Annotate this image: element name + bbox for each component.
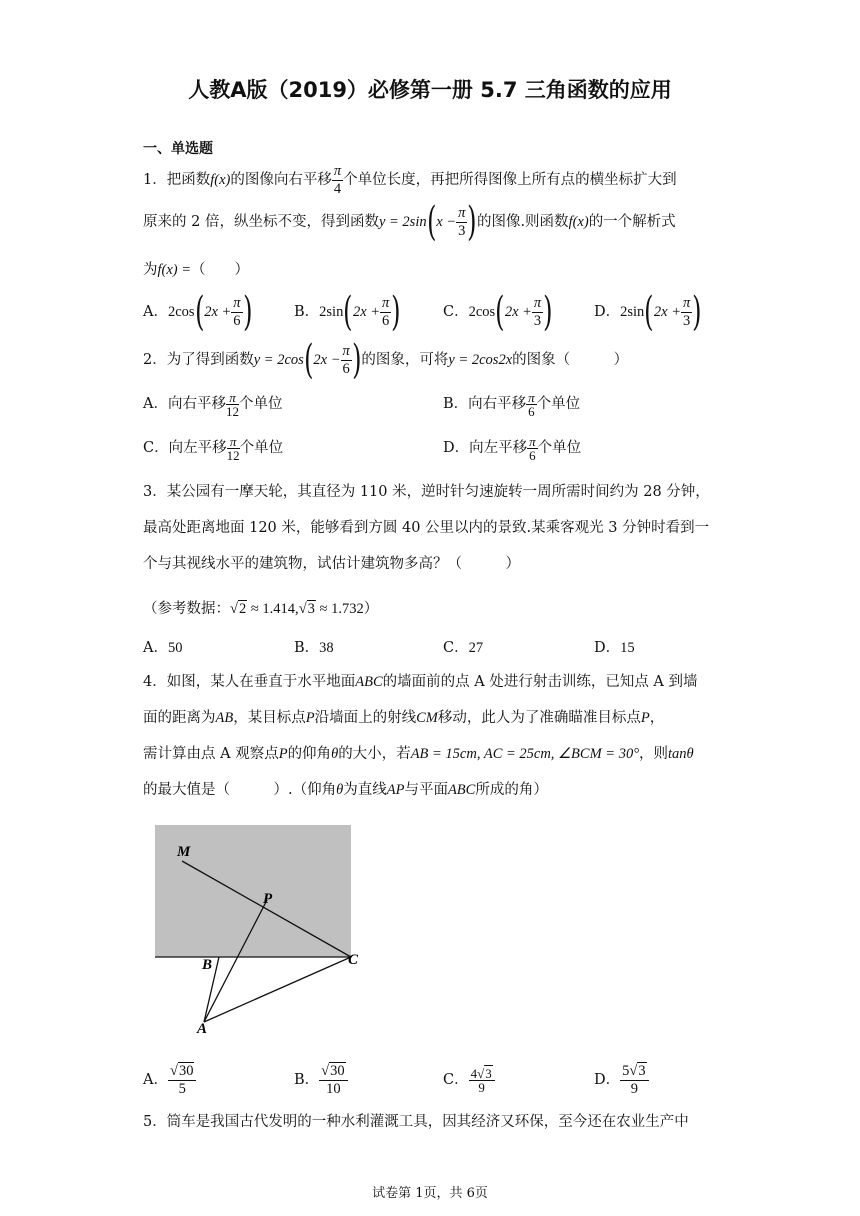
- page-title: 人教A版（2019）必修第一册 5.7 三角函数的应用: [188, 78, 672, 102]
- option-d[interactable]: D．2sin(2x + $\frac{\pi}{3}$ ): [594, 289, 702, 335]
- question-2-line-1: 2．为了得到函数y = 2cos(2x − $\frac{\pi}{6}$ )的图象，可将y = 2cos2x的图象（ ）: [143, 337, 629, 383]
- q2-option-d[interactable]: D．向左平移 $\frac{\pi}{6}$ 个单位: [443, 433, 582, 463]
- question-3-line-2: 最高处距离地面 120 米，能够看到方圆 40 公里以内的景致.某乘客观光 3 分钟时看到一: [143, 520, 710, 536]
- q2-option-b[interactable]: B．向右平移 $\frac{\pi}{6}$ 个单位: [443, 389, 581, 419]
- label-a: A: [197, 1021, 208, 1037]
- question-4-line-3: 需计算由点 A 观察点P的仰角θ的大小，若AB = 15cm, AC = 25cm, ∠BCM = 30°，则tanθ: [143, 746, 694, 762]
- question-5-line-1: 5．筒车是我国古代发明的一种水利灌溉工具，因其经济又环保，至今还在农业生产中: [143, 1114, 689, 1130]
- q3-option-c[interactable]: C．27: [443, 640, 484, 656]
- reference-data: （参考数据：√2 ≈ 1.414,√3 ≈ 1.732）: [143, 601, 379, 617]
- wall-diagram: [140, 815, 380, 1040]
- question-4-line-1: 4．如图，某人在垂直于水平地面ABC的墙面前的点 A 处进行射击训练，已知点 A 到墙: [143, 674, 698, 690]
- segment-ac: [204, 957, 351, 1022]
- question-1-line-3: 为f(x) =（ ）: [143, 262, 250, 278]
- q4-option-d[interactable]: D． $\frac{5√3}{9}$: [594, 1060, 649, 1100]
- question-3-line-3: 个与其视线水平的建筑物，试估计建筑物多高？（ ）: [143, 556, 520, 572]
- q3-option-a[interactable]: A．50: [143, 640, 183, 656]
- fraction: $\frac{\pi}{4}$: [333, 162, 342, 197]
- label-p: P: [263, 891, 273, 907]
- q4-option-a[interactable]: A． $\frac{√30}{5}$: [143, 1060, 196, 1100]
- q3-option-d[interactable]: D．15: [594, 640, 635, 656]
- question-3-line-1: 3．某公园有一摩天轮，其直径为 110 米，逆时针匀速旋转一周所需时间约为 28 分钟，: [143, 484, 710, 500]
- q3-option-b[interactable]: B．38: [294, 640, 334, 656]
- question-number: 1．: [143, 172, 167, 188]
- question-4-line-4: 的最大值是（ ）.（仰角θ为直线AP与平面ABC所成的角）: [143, 782, 548, 798]
- label-c: C: [348, 952, 359, 968]
- label-b: B: [202, 957, 213, 973]
- q4-option-b[interactable]: B． $\frac{√30}{10}$: [294, 1060, 348, 1100]
- page-footer: 试卷第 1页，共 6页: [372, 1186, 488, 1201]
- label-m: M: [177, 844, 191, 860]
- q4-option-c[interactable]: C． $\frac{4√3}{9}$: [443, 1060, 495, 1100]
- section-heading: 一、单选题: [143, 141, 213, 157]
- option-a[interactable]: A．2cos(2x + $\frac{\pi}{6}$ ): [143, 289, 253, 335]
- question-4-line-2: 面的距离为AB，某目标点P沿墙面上的射线CM移动，此人为了准确瞄准目标点P，: [143, 710, 665, 726]
- question-1-line-2: 原来的 2 倍，纵坐标不变，得到函数y = 2sin(x − $\frac{\pi}{3}$ )的图像.则函数f(x)的一个解析式: [143, 199, 676, 245]
- question-1-line-1: 1．把函数f(x)的图像向右平移 $\frac{\pi}{4}$ 个单位长度，再把所得图像上所有点的横坐标扩大到: [143, 162, 677, 197]
- q2-option-a[interactable]: A．向右平移 $\frac{\pi}{12}$ 个单位: [143, 389, 283, 419]
- option-b[interactable]: B．2sin(2x + $\frac{\pi}{6}$ ): [294, 289, 401, 335]
- option-c[interactable]: C．2cos(2x + $\frac{\pi}{3}$ ): [443, 289, 553, 335]
- fraction: $\frac{\pi}{3}$: [458, 204, 466, 239]
- q2-option-c[interactable]: C．向左平移 $\frac{\pi}{12}$ 个单位: [143, 433, 284, 463]
